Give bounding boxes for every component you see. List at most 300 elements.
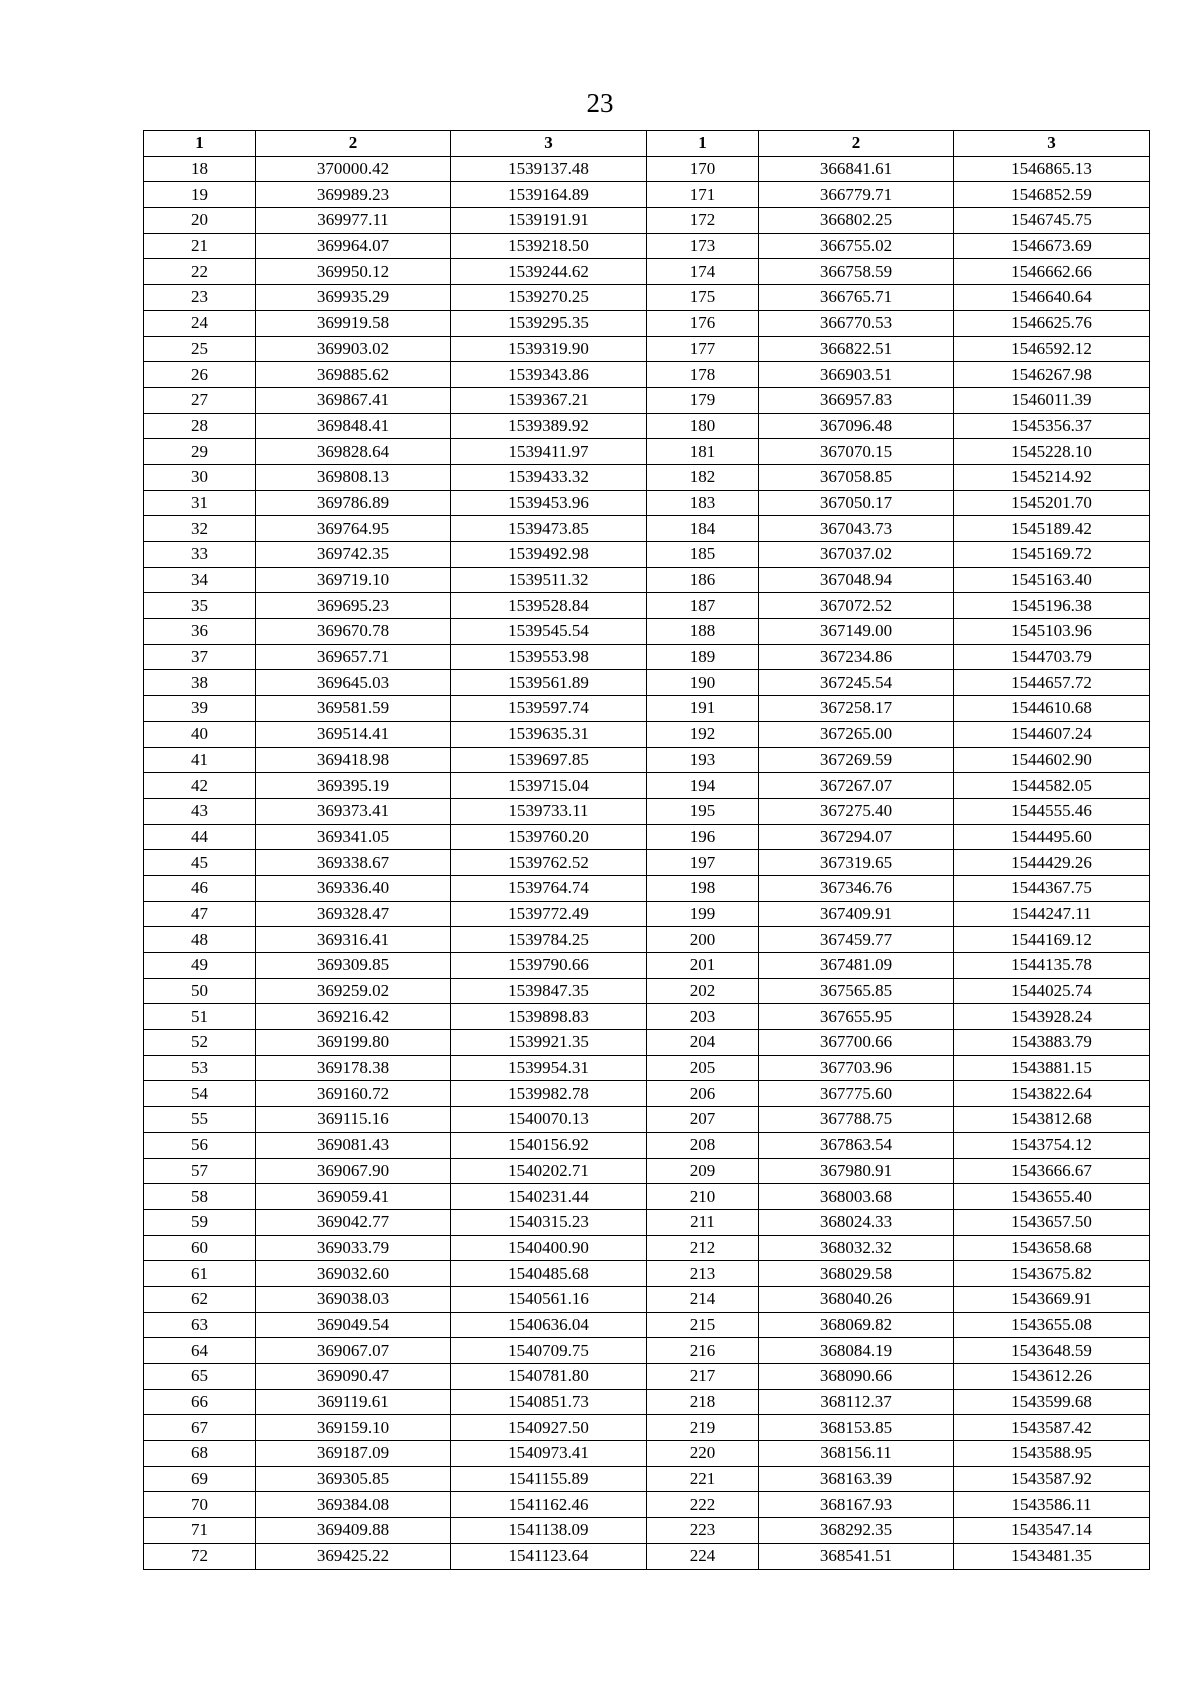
table-row	[144, 1158, 1150, 1184]
table-row	[144, 490, 1150, 516]
table-cell: 1539898.83	[451, 1004, 647, 1030]
table-cell: 1546011.39	[954, 387, 1150, 413]
table-cell: 366822.51	[759, 336, 954, 362]
table-cell: 367070.15	[759, 439, 954, 465]
coordinates-table	[143, 130, 1150, 1570]
table-cell: 1540400.90	[451, 1235, 647, 1261]
table-cell: 1543655.40	[954, 1184, 1150, 1210]
table-cell: 369764.95	[256, 516, 451, 542]
table-cell: 20	[144, 208, 256, 234]
table-cell: 1543883.79	[954, 1030, 1150, 1056]
table-cell: 208	[647, 1132, 759, 1158]
table-cell: 1540202.71	[451, 1158, 647, 1184]
table-cell: 57	[144, 1158, 256, 1184]
table-row	[144, 1389, 1150, 1415]
table-cell: 366758.59	[759, 259, 954, 285]
table-cell: 1539784.25	[451, 927, 647, 953]
table-row	[144, 182, 1150, 208]
table-cell: 63	[144, 1312, 256, 1338]
table-cell: 48	[144, 927, 256, 953]
table-row	[144, 285, 1150, 311]
table-row	[144, 1235, 1150, 1261]
table-cell: 209	[647, 1158, 759, 1184]
table-cell: 200	[647, 927, 759, 953]
table-cell: 369305.85	[256, 1466, 451, 1492]
table-cell: 369199.80	[256, 1030, 451, 1056]
table-cell: 367980.91	[759, 1158, 954, 1184]
table-cell: 67	[144, 1415, 256, 1441]
table-cell: 1541155.89	[451, 1466, 647, 1492]
table-cell: 369259.02	[256, 978, 451, 1004]
table-cell: 369964.07	[256, 233, 451, 259]
table-cell: 369867.41	[256, 387, 451, 413]
table-cell: 211	[647, 1209, 759, 1235]
table-cell: 367459.77	[759, 927, 954, 953]
table-cell: 1545196.38	[954, 593, 1150, 619]
table-cell: 49	[144, 953, 256, 979]
table-cell: 366770.53	[759, 310, 954, 336]
table-row	[144, 747, 1150, 773]
table-cell: 185	[647, 542, 759, 568]
table-cell: 207	[647, 1107, 759, 1133]
table-cell: 33	[144, 542, 256, 568]
table-cell: 368024.33	[759, 1209, 954, 1235]
table-row	[144, 1107, 1150, 1133]
table-cell: 191	[647, 696, 759, 722]
table-row	[144, 259, 1150, 285]
table-cell: 1539319.90	[451, 336, 647, 362]
header-row	[144, 131, 1150, 157]
table-row	[144, 1466, 1150, 1492]
table-cell: 212	[647, 1235, 759, 1261]
column-header: 2	[759, 131, 954, 157]
table-cell: 221	[647, 1466, 759, 1492]
table-cell: 178	[647, 362, 759, 388]
table-cell: 1546745.75	[954, 208, 1150, 234]
table-cell: 1544703.79	[954, 644, 1150, 670]
table-cell: 193	[647, 747, 759, 773]
table-cell: 47	[144, 901, 256, 927]
table-cell: 369384.08	[256, 1492, 451, 1518]
table-cell: 181	[647, 439, 759, 465]
table-cell: 61	[144, 1261, 256, 1287]
table-cell: 190	[647, 670, 759, 696]
table-cell: 369115.16	[256, 1107, 451, 1133]
table-row	[144, 439, 1150, 465]
table-cell: 1544135.78	[954, 953, 1150, 979]
table-cell: 369742.35	[256, 542, 451, 568]
table-cell: 369418.98	[256, 747, 451, 773]
table-cell: 199	[647, 901, 759, 927]
table-cell: 369067.07	[256, 1338, 451, 1364]
table-cell: 1539511.32	[451, 567, 647, 593]
table-cell: 1539597.74	[451, 696, 647, 722]
table-cell: 1543658.68	[954, 1235, 1150, 1261]
table-cell: 366957.83	[759, 387, 954, 413]
table-cell: 369645.03	[256, 670, 451, 696]
table-cell: 1539982.78	[451, 1081, 647, 1107]
table-cell: 1544495.60	[954, 824, 1150, 850]
table-cell: 1546673.69	[954, 233, 1150, 259]
table-cell: 367258.17	[759, 696, 954, 722]
table-cell: 23	[144, 285, 256, 311]
table-cell: 369581.59	[256, 696, 451, 722]
table-cell: 369719.10	[256, 567, 451, 593]
table-cell: 38	[144, 670, 256, 696]
table-cell: 192	[647, 721, 759, 747]
table-cell: 65	[144, 1364, 256, 1390]
table-cell: 368112.37	[759, 1389, 954, 1415]
table-row	[144, 721, 1150, 747]
table-cell: 201	[647, 953, 759, 979]
table-cell: 1543655.08	[954, 1312, 1150, 1338]
table-row	[144, 927, 1150, 953]
table-cell: 367265.00	[759, 721, 954, 747]
table-row	[144, 1415, 1150, 1441]
table-row	[144, 387, 1150, 413]
table-cell: 1544607.24	[954, 721, 1150, 747]
table-cell: 29	[144, 439, 256, 465]
column-header: 1	[144, 131, 256, 157]
table-cell: 1543928.24	[954, 1004, 1150, 1030]
table-cell: 1544169.12	[954, 927, 1150, 953]
table-cell: 1543612.26	[954, 1364, 1150, 1390]
table-row	[144, 593, 1150, 619]
table-cell: 66	[144, 1389, 256, 1415]
table-cell: 367565.85	[759, 978, 954, 1004]
table-cell: 369885.62	[256, 362, 451, 388]
table-cell: 1540636.04	[451, 1312, 647, 1338]
table-cell: 368084.19	[759, 1338, 954, 1364]
table-cell: 222	[647, 1492, 759, 1518]
table-cell: 367267.07	[759, 773, 954, 799]
table-cell: 369409.88	[256, 1518, 451, 1544]
table-cell: 39	[144, 696, 256, 722]
table-cell: 368153.85	[759, 1415, 954, 1441]
table-cell: 1544582.05	[954, 773, 1150, 799]
table-cell: 180	[647, 413, 759, 439]
table-cell: 30	[144, 464, 256, 490]
table-cell: 366755.02	[759, 233, 954, 259]
table-cell: 367149.00	[759, 619, 954, 645]
table-row	[144, 978, 1150, 1004]
table-row	[144, 413, 1150, 439]
table-row	[144, 1055, 1150, 1081]
table-cell: 1539191.91	[451, 208, 647, 234]
table-cell: 1541138.09	[451, 1518, 647, 1544]
table-cell: 177	[647, 336, 759, 362]
table-cell: 369989.23	[256, 182, 451, 208]
table-cell: 1540070.13	[451, 1107, 647, 1133]
table-cell: 369514.41	[256, 721, 451, 747]
table-cell: 1539411.97	[451, 439, 647, 465]
table-cell: 1540315.23	[451, 1209, 647, 1235]
table-cell: 64	[144, 1338, 256, 1364]
table-cell: 175	[647, 285, 759, 311]
table-cell: 368032.32	[759, 1235, 954, 1261]
table-cell: 69	[144, 1466, 256, 1492]
table-cell: 1540231.44	[451, 1184, 647, 1210]
table-cell: 367409.91	[759, 901, 954, 927]
table-cell: 220	[647, 1441, 759, 1467]
table-cell: 367043.73	[759, 516, 954, 542]
table-cell: 1540973.41	[451, 1441, 647, 1467]
table-cell: 1545201.70	[954, 490, 1150, 516]
table-cell: 367346.76	[759, 875, 954, 901]
table-cell: 368156.11	[759, 1441, 954, 1467]
table-cell: 183	[647, 490, 759, 516]
table-cell: 1546852.59	[954, 182, 1150, 208]
table-cell: 369059.41	[256, 1184, 451, 1210]
column-header: 3	[451, 131, 647, 157]
table-cell: 1543588.95	[954, 1441, 1150, 1467]
table-cell: 44	[144, 824, 256, 850]
table-cell: 1539270.25	[451, 285, 647, 311]
table-cell: 1540485.68	[451, 1261, 647, 1287]
table-cell: 1543657.50	[954, 1209, 1150, 1235]
table-cell: 369903.02	[256, 336, 451, 362]
table-cell: 26	[144, 362, 256, 388]
table-cell: 1539561.89	[451, 670, 647, 696]
table-cell: 1539137.48	[451, 156, 647, 182]
table-cell: 1543586.11	[954, 1492, 1150, 1518]
table-row	[144, 1184, 1150, 1210]
table-row	[144, 1492, 1150, 1518]
table-cell: 217	[647, 1364, 759, 1390]
table-cell: 1543881.15	[954, 1055, 1150, 1081]
table-cell: 197	[647, 850, 759, 876]
table-cell: 1539492.98	[451, 542, 647, 568]
table-row	[144, 1338, 1150, 1364]
table-row	[144, 670, 1150, 696]
table-row	[144, 233, 1150, 259]
table-cell: 1543666.67	[954, 1158, 1150, 1184]
table-cell: 367655.95	[759, 1004, 954, 1030]
table-cell: 1544025.74	[954, 978, 1150, 1004]
table-cell: 1539715.04	[451, 773, 647, 799]
table-cell: 21	[144, 233, 256, 259]
table-cell: 31	[144, 490, 256, 516]
table-row	[144, 1209, 1150, 1235]
table-cell: 367037.02	[759, 542, 954, 568]
table-cell: 367234.86	[759, 644, 954, 670]
table-row	[144, 542, 1150, 568]
table-cell: 18	[144, 156, 256, 182]
table-body	[144, 156, 1150, 1569]
table-cell: 54	[144, 1081, 256, 1107]
table-cell: 1539790.66	[451, 953, 647, 979]
table-cell: 1539389.92	[451, 413, 647, 439]
table-cell: 1544657.72	[954, 670, 1150, 696]
table-cell: 1546625.76	[954, 310, 1150, 336]
table-cell: 187	[647, 593, 759, 619]
table-cell: 366802.25	[759, 208, 954, 234]
table-cell: 369395.19	[256, 773, 451, 799]
table-cell: 28	[144, 413, 256, 439]
table-cell: 204	[647, 1030, 759, 1056]
table-cell: 173	[647, 233, 759, 259]
table-cell: 1543599.68	[954, 1389, 1150, 1415]
table-row	[144, 798, 1150, 824]
column-header: 2	[256, 131, 451, 157]
table-cell: 216	[647, 1338, 759, 1364]
table-cell: 55	[144, 1107, 256, 1133]
table-cell: 369977.11	[256, 208, 451, 234]
table-cell: 50	[144, 978, 256, 1004]
table-cell: 1546865.13	[954, 156, 1150, 182]
table-cell: 369049.54	[256, 1312, 451, 1338]
table-cell: 369033.79	[256, 1235, 451, 1261]
table-row	[144, 824, 1150, 850]
table-cell: 1540709.75	[451, 1338, 647, 1364]
table-cell: 1539473.85	[451, 516, 647, 542]
table-cell: 176	[647, 310, 759, 336]
table-row	[144, 1030, 1150, 1056]
table-cell: 198	[647, 875, 759, 901]
table-cell: 367294.07	[759, 824, 954, 850]
table-cell: 367072.52	[759, 593, 954, 619]
table-cell: 369309.85	[256, 953, 451, 979]
table-row	[144, 773, 1150, 799]
table-cell: 1540851.73	[451, 1389, 647, 1415]
table-cell: 369695.23	[256, 593, 451, 619]
table-row	[144, 464, 1150, 490]
table-cell: 45	[144, 850, 256, 876]
table-row	[144, 362, 1150, 388]
table-cell: 210	[647, 1184, 759, 1210]
table-cell: 1546640.64	[954, 285, 1150, 311]
table-cell: 369178.38	[256, 1055, 451, 1081]
table-cell: 174	[647, 259, 759, 285]
table-cell: 1539545.54	[451, 619, 647, 645]
table-cell: 195	[647, 798, 759, 824]
table-cell: 202	[647, 978, 759, 1004]
table-row	[144, 1004, 1150, 1030]
table-cell: 1539954.31	[451, 1055, 647, 1081]
table-row	[144, 208, 1150, 234]
table-cell: 1543669.91	[954, 1286, 1150, 1312]
table-cell: 179	[647, 387, 759, 413]
table-cell: 1539772.49	[451, 901, 647, 927]
table-cell: 1544555.46	[954, 798, 1150, 824]
table-cell: 37	[144, 644, 256, 670]
column-header: 3	[954, 131, 1150, 157]
table-cell: 213	[647, 1261, 759, 1287]
table-cell: 1539218.50	[451, 233, 647, 259]
table-cell: 1540561.16	[451, 1286, 647, 1312]
table-cell: 369848.41	[256, 413, 451, 439]
table-cell: 369670.78	[256, 619, 451, 645]
table-row	[144, 156, 1150, 182]
table-cell: 60	[144, 1235, 256, 1261]
table-cell: 1541162.46	[451, 1492, 647, 1518]
table-cell: 369081.43	[256, 1132, 451, 1158]
table-header	[144, 131, 1150, 157]
table-cell: 369336.40	[256, 875, 451, 901]
table-cell: 1544602.90	[954, 747, 1150, 773]
table-cell: 1546662.66	[954, 259, 1150, 285]
table-cell: 1539528.84	[451, 593, 647, 619]
table-cell: 1545214.92	[954, 464, 1150, 490]
table-cell: 368040.26	[759, 1286, 954, 1312]
table-cell: 369038.03	[256, 1286, 451, 1312]
table-cell: 1539433.32	[451, 464, 647, 490]
table-cell: 56	[144, 1132, 256, 1158]
table-cell: 367775.60	[759, 1081, 954, 1107]
table-row	[144, 1364, 1150, 1390]
table-cell: 369067.90	[256, 1158, 451, 1184]
table-cell: 68	[144, 1441, 256, 1467]
table-cell: 72	[144, 1543, 256, 1569]
table-cell: 1544247.11	[954, 901, 1150, 927]
table-row	[144, 953, 1150, 979]
table-cell: 1539760.20	[451, 824, 647, 850]
table-cell: 205	[647, 1055, 759, 1081]
table-row	[144, 619, 1150, 645]
table-cell: 369425.22	[256, 1543, 451, 1569]
table-cell: 1539164.89	[451, 182, 647, 208]
table-cell: 369950.12	[256, 259, 451, 285]
table-cell: 1539295.35	[451, 310, 647, 336]
table-cell: 1539764.74	[451, 875, 647, 901]
table-cell: 368167.93	[759, 1492, 954, 1518]
table-cell: 188	[647, 619, 759, 645]
table-cell: 1545356.37	[954, 413, 1150, 439]
table-cell: 369316.41	[256, 927, 451, 953]
table-cell: 214	[647, 1286, 759, 1312]
table-cell: 223	[647, 1518, 759, 1544]
column-header: 1	[647, 131, 759, 157]
table-row	[144, 696, 1150, 722]
table-cell: 369808.13	[256, 464, 451, 490]
page-number: 23	[586, 88, 614, 118]
table-cell: 218	[647, 1389, 759, 1415]
table-cell: 206	[647, 1081, 759, 1107]
table-cell: 1539553.98	[451, 644, 647, 670]
table-cell: 1544367.75	[954, 875, 1150, 901]
table-cell: 1539921.35	[451, 1030, 647, 1056]
table-row	[144, 1261, 1150, 1287]
table-cell: 367058.85	[759, 464, 954, 490]
table-cell: 58	[144, 1184, 256, 1210]
table-cell: 184	[647, 516, 759, 542]
table-row	[144, 1518, 1150, 1544]
table-cell: 42	[144, 773, 256, 799]
table-cell: 1543812.68	[954, 1107, 1150, 1133]
table-cell: 368003.68	[759, 1184, 954, 1210]
table-cell: 215	[647, 1312, 759, 1338]
table-cell: 369338.67	[256, 850, 451, 876]
table-row	[144, 310, 1150, 336]
table-cell: 1541123.64	[451, 1543, 647, 1569]
table-cell: 369786.89	[256, 490, 451, 516]
table-row	[144, 850, 1150, 876]
table-cell: 71	[144, 1518, 256, 1544]
table-cell: 367096.48	[759, 413, 954, 439]
table-row	[144, 336, 1150, 362]
table-cell: 1539762.52	[451, 850, 647, 876]
table-cell: 1543587.92	[954, 1466, 1150, 1492]
table-cell: 367050.17	[759, 490, 954, 516]
table-cell: 1543648.59	[954, 1338, 1150, 1364]
table-cell: 367863.54	[759, 1132, 954, 1158]
table-cell: 1546267.98	[954, 362, 1150, 388]
table-row	[144, 1081, 1150, 1107]
table-cell: 27	[144, 387, 256, 413]
table-cell: 189	[647, 644, 759, 670]
table-cell: 196	[647, 824, 759, 850]
table-cell: 1540781.80	[451, 1364, 647, 1390]
